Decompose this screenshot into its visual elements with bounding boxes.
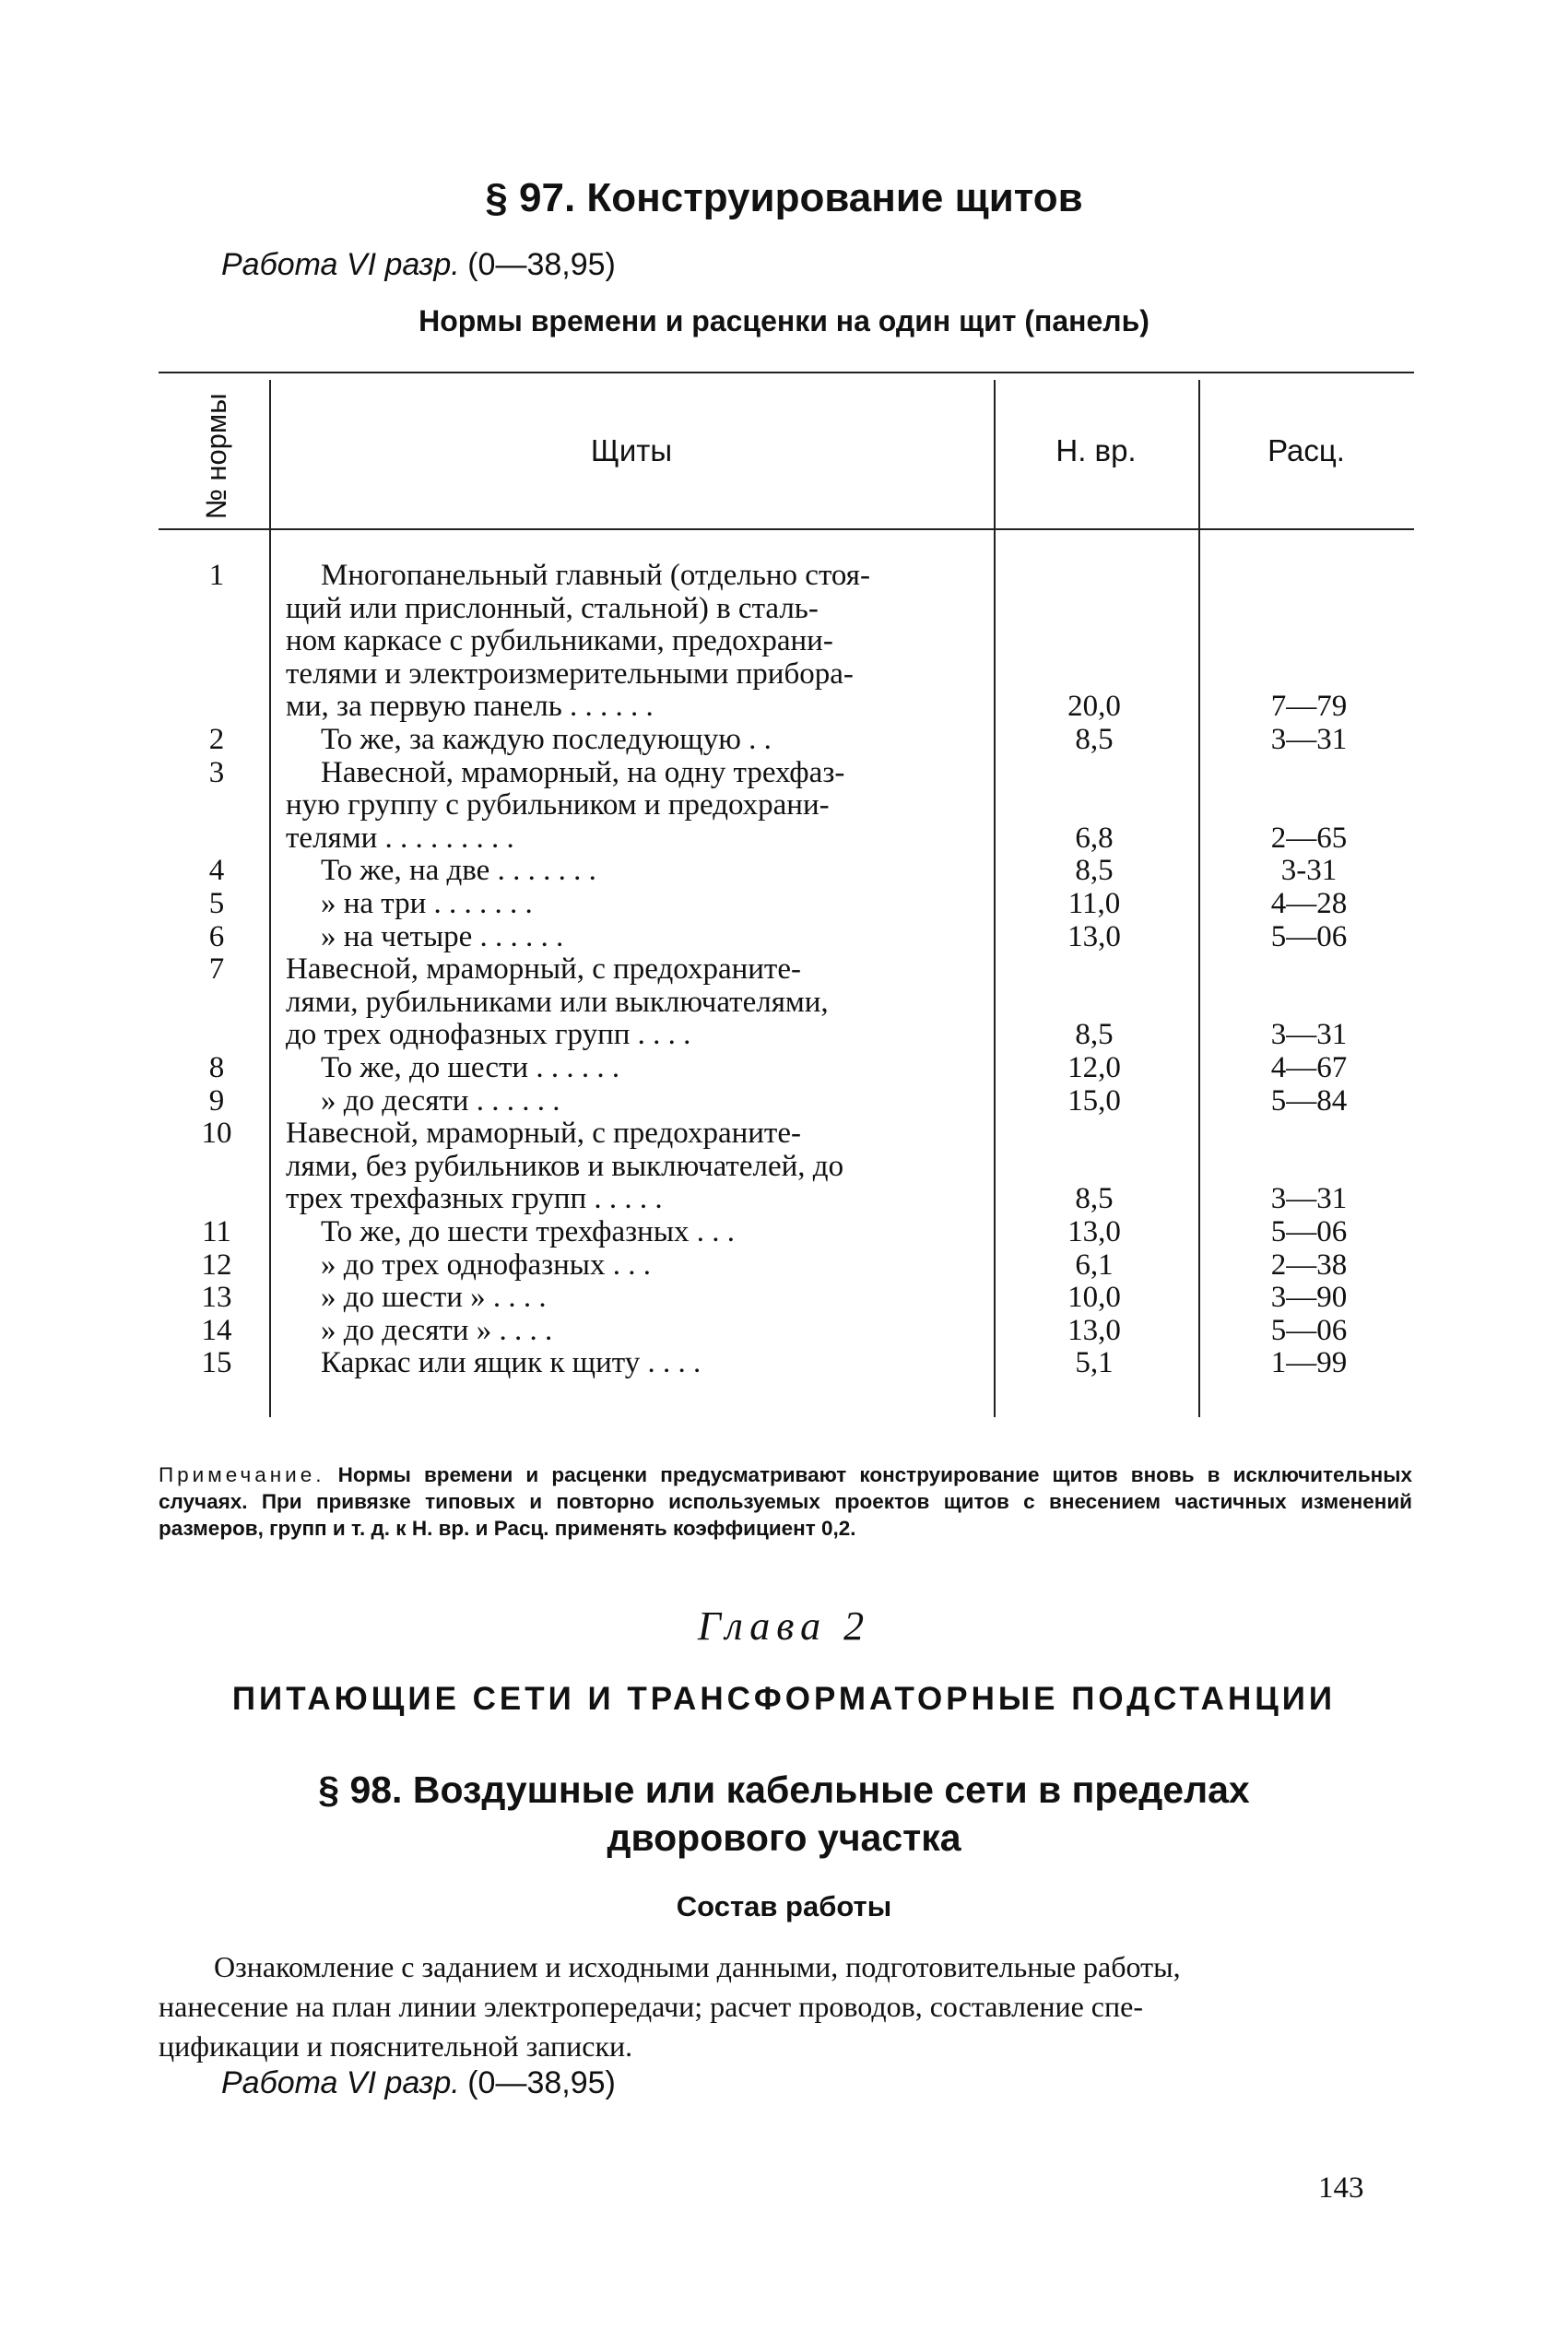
chapter-label: Глава 2 [697,1603,871,1649]
row-time-norm: 11,0 [1067,887,1121,920]
table-row [0,723,1568,756]
table-row [0,1314,1568,1347]
table-row [0,690,1568,723]
table-note [159,1461,1412,1542]
row-rate: 3—31 [1270,723,1348,756]
row-number: 14 [201,1313,232,1347]
row-description: » до трех однофазных . . . [321,1248,651,1282]
row-time-norm: 20,0 [1067,690,1121,724]
table-header-rule [159,528,1414,530]
row-time-norm: 8,5 [1075,1018,1114,1052]
row-description: лями, без рубильников и выключателей, до [286,1149,844,1183]
table-row [0,1281,1568,1314]
col-header-name: Щиты [590,433,673,467]
row-description: Каркас или ящик к щиту . . . . [321,1346,701,1380]
table-row [0,624,1568,657]
row-rate: 5—06 [1270,919,1348,953]
row-rate: 5—06 [1270,1215,1348,1248]
table-row [0,822,1568,855]
table-row [0,1084,1568,1118]
table-row [0,756,1568,789]
table-row [0,887,1568,920]
row-time-norm: 8,5 [1075,723,1114,756]
row-number: 5 [208,887,225,920]
row-description: телями и электроизмерительными прибора- [286,656,854,691]
row-rate: 5—06 [1270,1313,1348,1347]
table-row [0,657,1568,691]
row-description: » на три . . . . . . . [321,887,533,920]
row-number: 12 [201,1248,232,1282]
row-number: 15 [201,1346,232,1380]
col-header-hours: Н. вр. [1055,433,1137,467]
row-rate: 3—31 [1270,1182,1348,1216]
row-time-norm: 12,0 [1067,1051,1121,1084]
row-time-norm: 13,0 [1067,1313,1121,1347]
page-number: 143 [1318,2171,1364,2205]
row-description: » на четыре . . . . . . [321,919,564,953]
row-number: 3 [208,755,225,789]
row-number: 1 [208,559,225,592]
row-number: 11 [202,1215,231,1248]
work-grade-code-98: (0—38,95) [467,2065,616,2100]
row-time-norm: 8,5 [1075,854,1114,888]
chapter-title: ПИТАЮЩИЕ СЕТИ И ТРАНСФОРМАТОРНЫЕ ПОДСТАНЦИИ [231,1681,1337,1717]
row-number: 13 [201,1281,232,1315]
row-rate: 2—65 [1270,821,1348,855]
composition-line-3: цификации и пояснительной записки. [159,2029,633,2063]
row-description: То же, до шести . . . . . . [321,1051,620,1084]
work-grade-label: Работа VI разр. [221,247,460,282]
section-98-title-line2: дворового участка [607,1816,961,1859]
row-description: Многопанельный главный (отдельно стоя- [321,559,870,592]
row-number: 7 [208,952,225,987]
table-row [0,788,1568,822]
note-label: Примечание. [159,1463,325,1486]
composition-line-2: нанесение на план линии электропередачи; расчет проводов, составление спе- [159,1990,1143,2023]
table-row [0,1150,1568,1183]
row-time-norm: 6,8 [1075,821,1114,855]
table-caption: Нормы времени и расценки на один щит (панель) [419,304,1149,337]
row-description: ном каркасе с рубильниками, предохрани- [286,624,833,658]
row-number: 8 [208,1051,225,1084]
row-description: » до шести » . . . . [321,1281,547,1315]
row-description: телями . . . . . . . . . [286,821,514,855]
row-number: 2 [208,723,225,756]
row-number: 10 [201,1117,232,1151]
row-time-norm: 5,1 [1075,1346,1114,1380]
row-number: 4 [208,854,225,888]
table-row [0,592,1568,625]
note-text: Нормы времени и расценки предусматривают конструирование щитов вновь в исключительных случаях. При привязке типовых и повторно используемых проектов щитов с внесением частичных изменений размеров, групп и т. д. к Н. вр. и Расц. применять коэффициент 0,2. [159,1463,1412,1540]
table-row [0,986,1568,1019]
row-description: лями, рубильниками или выключателями, [286,985,829,1019]
table-row [0,1248,1568,1282]
section-98-title [0,1766,1568,1862]
work-grade-code: (0—38,95) [467,247,616,282]
row-description: То же, за каждую последующую . . [321,723,772,756]
table-row [0,1346,1568,1379]
table-row [0,1182,1568,1215]
row-rate: 7—79 [1270,690,1348,724]
work-grade-line-98 [221,2065,616,2101]
row-description: до трех однофазных групп . . . . [286,1018,691,1052]
table-row [0,1018,1568,1051]
row-description: Навесной, мраморный, на одну трехфаз- [321,755,845,789]
row-time-norm: 6,1 [1075,1248,1114,1282]
row-description: » до десяти . . . . . . [321,1083,560,1118]
work-composition-text [159,1947,1412,2066]
row-description: ную группу с рубильником и предохрани- [286,788,830,822]
table-row [0,1215,1568,1248]
work-grade-label-98: Работа VI разр. [221,2065,460,2100]
row-rate: 4—67 [1270,1051,1348,1084]
row-time-norm: 13,0 [1067,1215,1121,1248]
col-header-number: № нормы [200,393,232,520]
row-rate: 2—38 [1270,1248,1348,1282]
row-description: щий или прислонный, стальной) в сталь- [286,591,819,625]
table-row [0,1117,1568,1150]
work-composition-heading: Состав работы [676,1890,892,1922]
row-number: 9 [208,1083,225,1118]
row-description: ми, за первую панель . . . . . . [286,690,654,724]
table-row [0,920,1568,953]
row-description: То же, на две . . . . . . . [321,854,596,888]
table-row [0,559,1568,592]
row-rate: 1—99 [1270,1346,1348,1380]
row-description: Навесной, мраморный, с предохраните- [286,1117,801,1151]
row-description: Навесной, мраморный, с предохраните- [286,952,801,987]
row-rate: 5—84 [1270,1083,1348,1118]
section-97-title: § 97. Конструирование щитов [485,175,1083,220]
row-time-norm: 10,0 [1067,1281,1121,1315]
row-description: » до десяти » . . . . [321,1313,553,1347]
composition-line-1: Ознакомление с заданием и исходными данными, подготовительные работы, [214,1950,1181,1983]
row-number: 6 [208,919,225,953]
row-rate: 3—31 [1270,1018,1348,1052]
table-top-rule [159,372,1414,373]
row-time-norm: 8,5 [1075,1182,1114,1216]
row-description: трех трехфазных групп . . . . . [286,1182,663,1216]
work-grade-line [221,247,616,283]
table-row [0,952,1568,986]
row-rate: 3—90 [1270,1281,1348,1315]
row-rate: 4—28 [1270,887,1348,920]
row-rate: 3-31 [1280,854,1338,888]
row-time-norm: 15,0 [1067,1083,1121,1118]
col-header-rate: Расц. [1267,433,1345,467]
row-time-norm: 13,0 [1067,919,1121,953]
table-row [0,1051,1568,1084]
table-row [0,854,1568,887]
section-98-title-line1: § 98. Воздушные или кабельные сети в пределах [318,1768,1250,1811]
row-description: То же, до шести трехфазных . . . [321,1215,736,1248]
